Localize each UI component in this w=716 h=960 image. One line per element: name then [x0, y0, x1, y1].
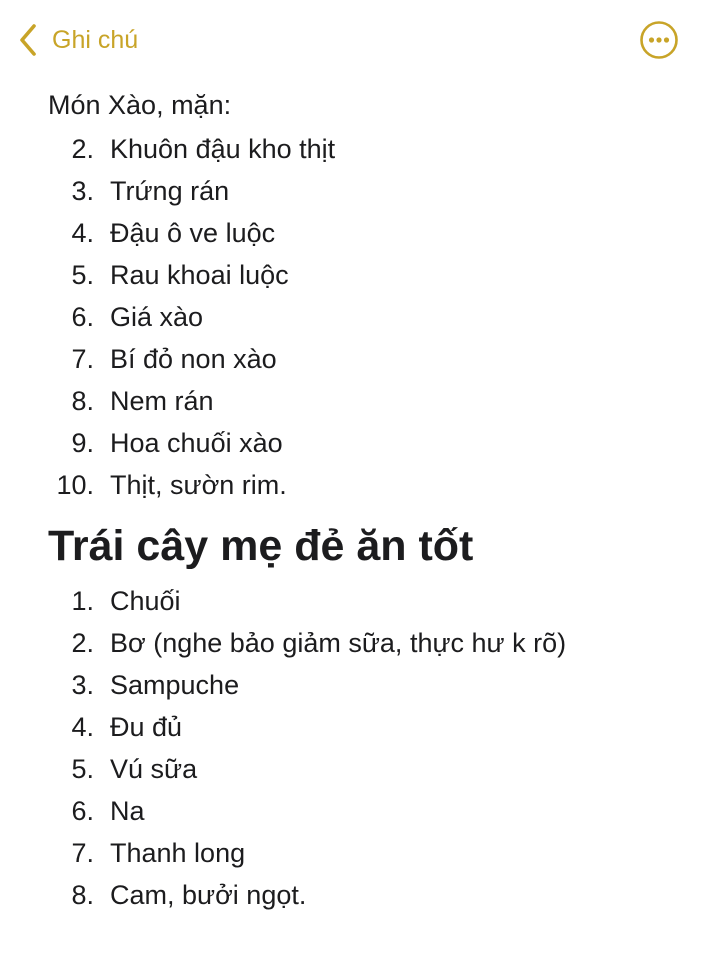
- chevron-left-icon: [18, 23, 38, 57]
- list-item: [0, 128, 716, 170]
- list-item-number: 5.: [71, 260, 94, 290]
- list-item-number: 7.: [71, 838, 94, 868]
- list-item: [0, 874, 716, 916]
- list-item: [0, 748, 716, 790]
- list-item-text: Vú sữa: [110, 754, 198, 784]
- list-item-text: Hoa chuối xào: [110, 428, 283, 458]
- list-item-text: Trứng rán: [110, 176, 230, 206]
- more-options-button[interactable]: [639, 20, 679, 60]
- list-item: [0, 380, 716, 422]
- list-item-text: Thịt, sườn rim.: [110, 470, 287, 500]
- section-title: Trái cây mẹ đẻ ăn tốt: [48, 522, 474, 570]
- list-item-number: 6.: [71, 302, 94, 332]
- list-item: [0, 790, 716, 832]
- back-label: Ghi chú: [52, 25, 139, 54]
- list-item-number: 5.: [71, 754, 94, 784]
- list-item: [0, 422, 716, 464]
- list-item-number: 2.: [71, 628, 94, 658]
- numbered-list: [0, 580, 716, 916]
- list-item-number: 9.: [71, 428, 94, 458]
- back-button[interactable]: [18, 20, 138, 60]
- list-item-number: 2.: [71, 134, 94, 164]
- list-item-text: Chuối: [110, 586, 181, 616]
- list-item-number: 10.: [56, 470, 94, 500]
- list-item-text: Cam, bưởi ngọt.: [110, 880, 307, 910]
- list-item-number: 8.: [71, 880, 94, 910]
- list-item-text: Đu đủ: [110, 712, 183, 742]
- list-item-number: 4.: [71, 712, 94, 742]
- list-item-text: Giá xào: [110, 302, 204, 332]
- list-item-text: Thanh long: [110, 838, 246, 868]
- list-item-text: Nem rán: [110, 386, 214, 416]
- section-heading: Món Xào, mặn:: [48, 90, 232, 120]
- list-item: [0, 170, 716, 212]
- list-item-number: 3.: [71, 176, 94, 206]
- list-item: [0, 254, 716, 296]
- ellipsis-circle-icon: [639, 20, 679, 60]
- list-item: [0, 622, 716, 664]
- list-item: [0, 832, 716, 874]
- list-item-text: Khuôn đậu kho thịt: [110, 134, 336, 164]
- list-item: [0, 464, 716, 506]
- list-item: [0, 296, 716, 338]
- list-item-number: 8.: [71, 386, 94, 416]
- list-item: [0, 706, 716, 748]
- list-item-number: 4.: [71, 218, 94, 248]
- list-item: [0, 664, 716, 706]
- navigation-bar: [0, 0, 716, 80]
- list-item-text: Đậu ô ve luộc: [110, 218, 276, 248]
- list-item: [0, 338, 716, 380]
- list-item-number: 1.: [71, 586, 94, 616]
- list-item-number: 7.: [71, 344, 94, 374]
- note-content[interactable]: [0, 82, 716, 916]
- list-item-text: Bí đỏ non xào: [110, 344, 277, 374]
- list-item-text: Sampuche: [110, 670, 240, 700]
- list-item-text: Rau khoai luộc: [110, 260, 289, 290]
- list-item-number: 3.: [71, 670, 94, 700]
- list-item: [0, 580, 716, 622]
- list-item-text: Bơ (nghe bảo giảm sữa, thực hư k rõ): [110, 628, 567, 658]
- numbered-list: [0, 128, 716, 506]
- list-item-text: Na: [110, 796, 145, 826]
- list-item-number: 6.: [71, 796, 94, 826]
- list-item: [0, 212, 716, 254]
